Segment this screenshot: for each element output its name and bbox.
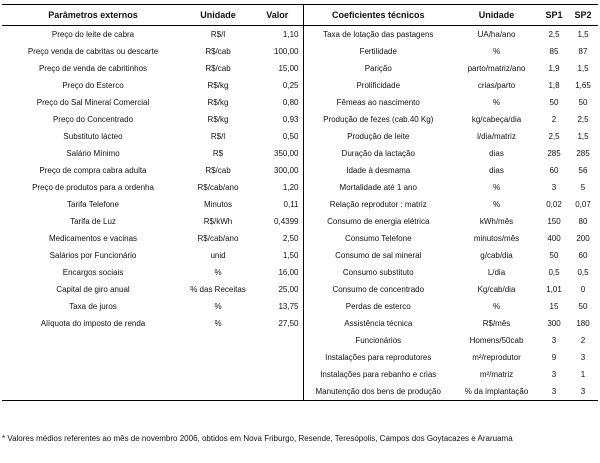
coeficiente-cell: Produção de fezes (cab.40 Kg) bbox=[323, 115, 434, 124]
coeficiente-cell: Produção de leite bbox=[347, 132, 410, 141]
param-cell: Preço do Concentrado bbox=[52, 115, 134, 124]
sp1-cell: 3 bbox=[540, 383, 568, 401]
coeficiente-cell: Fertilidade bbox=[359, 47, 397, 56]
unidade-right-cell: m²/reprodutor bbox=[472, 353, 521, 362]
param-cell: Capital de giro anual bbox=[56, 285, 130, 294]
valor-cell: 1,50 bbox=[252, 247, 303, 264]
valor-cell: 1,10 bbox=[252, 26, 303, 44]
table-row bbox=[2, 349, 598, 366]
sp1-cell: 85 bbox=[549, 47, 559, 56]
param-cell: Taxa de juros bbox=[69, 302, 117, 311]
sp1-cell: 15 bbox=[549, 302, 559, 311]
valor-cell: 25,00 bbox=[252, 281, 303, 298]
param-cell: Preço de compra cabra adulta bbox=[39, 166, 147, 175]
coeficiente-cell: Taxa de lotação das pastagens bbox=[323, 30, 434, 39]
unidade-right-cell: Kg/cab/dia bbox=[477, 285, 516, 294]
unidade-left-cell: Minutos bbox=[203, 200, 232, 209]
unidade-right-cell: g/cab/dia bbox=[480, 251, 513, 260]
coeficiente-cell: Duração da lactação bbox=[341, 149, 415, 158]
unidade-right-cell: % bbox=[492, 183, 501, 192]
sp1-cell: 2,5 bbox=[548, 132, 560, 141]
coeficiente-cell: Parição bbox=[364, 64, 392, 73]
param-cell: Preço venda de cabritas ou descarte bbox=[27, 47, 159, 56]
sp1-cell: 9 bbox=[551, 353, 557, 362]
table-row bbox=[2, 94, 598, 111]
coeficiente-cell: Mortalidade até 1 ano bbox=[339, 183, 417, 192]
valor-cell: 15,00 bbox=[252, 60, 303, 77]
param-cell bbox=[2, 366, 184, 383]
unidade-left-cell: R$ bbox=[212, 149, 224, 158]
unidade-left-cell: % das Receitas bbox=[190, 285, 246, 294]
sp1-cell: 150 bbox=[547, 217, 561, 226]
table-row bbox=[2, 366, 598, 383]
header-sp2: SP2 bbox=[568, 5, 598, 26]
coeficiente-cell: Funcionários bbox=[355, 336, 402, 345]
valor-cell: 0,50 bbox=[252, 128, 303, 145]
param-cell: Salário Mínimo bbox=[66, 149, 120, 158]
coeficiente-cell: Assistência técnica bbox=[344, 319, 413, 328]
unidade-left-cell: % bbox=[214, 302, 222, 311]
unidade-left-cell: % bbox=[214, 268, 222, 277]
param-cell: Preço do Esterco bbox=[62, 81, 124, 90]
valor-cell: 0,25 bbox=[252, 77, 303, 94]
unidade-left-cell bbox=[184, 383, 252, 401]
param-cell: Substituto lácteo bbox=[63, 132, 123, 141]
unidade-left-cell: R$/l bbox=[210, 30, 226, 39]
sp2-cell: 1,65 bbox=[575, 81, 591, 90]
unidade-left-cell: R$/kWh bbox=[203, 217, 233, 226]
table-row bbox=[2, 247, 598, 264]
sp1-cell: 400 bbox=[547, 234, 561, 243]
valor-cell: 300,00 bbox=[252, 162, 303, 179]
unidade-left-cell: R$/kg bbox=[207, 98, 229, 107]
table-header-row bbox=[2, 5, 598, 26]
param-cell: Tarifa de Luz bbox=[70, 217, 116, 226]
valor-cell bbox=[252, 366, 303, 383]
table-row bbox=[2, 43, 598, 60]
unidade-right-cell: parto/matriz/ano bbox=[467, 64, 526, 73]
sp2-cell: 200 bbox=[576, 234, 590, 243]
sp2-cell: 5 bbox=[580, 183, 586, 192]
sp1-cell: 3 bbox=[551, 336, 557, 345]
sp2-cell: 0,07 bbox=[575, 200, 591, 209]
coeficiente-cell: Relação reprodutor : matriz bbox=[329, 200, 427, 209]
unidade-right-cell: % da implantação bbox=[453, 383, 540, 401]
header-sp1: SP1 bbox=[540, 5, 568, 26]
parameters-table bbox=[2, 4, 598, 401]
sp1-cell: 60 bbox=[549, 166, 559, 175]
valor-cell: 13,75 bbox=[252, 298, 303, 315]
unidade-left-cell: unid bbox=[210, 251, 226, 260]
table-row bbox=[2, 298, 598, 315]
unidade-left-cell: R$/kg bbox=[207, 81, 229, 90]
table-row bbox=[2, 213, 598, 230]
unidade-right-cell: L/dia bbox=[487, 268, 506, 277]
coeficiente-cell: Consumo de concentrado bbox=[332, 285, 425, 294]
header-unidade-left: Unidade bbox=[184, 5, 252, 26]
table-row bbox=[2, 315, 598, 332]
unidade-right-cell: UA/ha/ano bbox=[477, 30, 516, 39]
sp2-cell: 2,5 bbox=[577, 115, 589, 124]
sp2-cell: 1 bbox=[580, 370, 586, 379]
header-unidade-right: Unidade bbox=[453, 5, 540, 26]
valor-cell: 0,11 bbox=[252, 196, 303, 213]
unidade-left-cell: R$/cab bbox=[205, 47, 231, 56]
unidade-right-cell: dias bbox=[489, 166, 504, 175]
valor-cell: 0,4399 bbox=[252, 213, 303, 230]
sp2-cell: 56 bbox=[578, 166, 588, 175]
coeficiente-cell: Idade à desmama bbox=[346, 166, 411, 175]
unidade-right-cell: dias bbox=[489, 149, 504, 158]
valor-cell: 0,80 bbox=[252, 94, 303, 111]
coeficiente-cell: Prolificidade bbox=[356, 81, 401, 90]
valor-cell: 16,00 bbox=[252, 264, 303, 281]
unidade-right-cell: m²/matriz bbox=[479, 370, 514, 379]
unidade-left-cell: R$/cab/ano bbox=[197, 234, 239, 243]
unidade-left-cell: % bbox=[214, 319, 222, 328]
sp2-cell: 1,5 bbox=[577, 64, 589, 73]
sp2-cell: 180 bbox=[576, 319, 590, 328]
table-body bbox=[2, 26, 598, 401]
table-row bbox=[2, 179, 598, 196]
sp1-cell: 3 bbox=[551, 370, 557, 379]
table-row bbox=[2, 264, 598, 281]
param-cell: Encargos sociais bbox=[62, 268, 124, 277]
unidade-right-cell: crias/parto bbox=[477, 81, 516, 90]
param-cell: Medicamentos e vacinas bbox=[48, 234, 138, 243]
param-cell: Alíquota do imposto de renda bbox=[40, 319, 146, 328]
coeficiente-cell: Consumo de energia elétrica bbox=[327, 217, 430, 226]
unidade-right-cell: % bbox=[492, 47, 501, 56]
unidade-right-cell: % bbox=[492, 98, 501, 107]
valor-cell bbox=[252, 349, 303, 366]
unidade-right-cell: R$/mês bbox=[482, 319, 511, 328]
table-row bbox=[2, 332, 598, 349]
unidade-left-cell bbox=[184, 349, 252, 366]
param-cell: Salários por Funcionário bbox=[49, 251, 137, 260]
parameters-table-container bbox=[2, 4, 598, 401]
sp1-cell: 1,01 bbox=[546, 285, 562, 294]
sp1-cell: 3 bbox=[551, 183, 557, 192]
sp2-cell: 87 bbox=[578, 47, 588, 56]
header-parametros-externos: Parâmetros externos bbox=[2, 5, 184, 26]
table-row bbox=[2, 60, 598, 77]
param-cell bbox=[2, 349, 184, 366]
sp2-cell: 2 bbox=[580, 336, 586, 345]
coeficiente-cell: Instalações para rebanho e crias bbox=[320, 370, 437, 379]
valor-cell: 2,50 bbox=[252, 230, 303, 247]
param-cell: Tarifa Telefone bbox=[67, 200, 119, 209]
table-row bbox=[2, 111, 598, 128]
coeficiente-cell: Perdas de esterco bbox=[345, 302, 411, 311]
sp2-cell: 0 bbox=[580, 285, 586, 294]
unidade-left-cell: R$/cab bbox=[205, 166, 231, 175]
table-row bbox=[2, 281, 598, 298]
sp2-cell: 60 bbox=[578, 251, 588, 260]
sp2-cell: 50 bbox=[578, 302, 588, 311]
sp2-cell: 1,5 bbox=[577, 30, 589, 39]
unidade-right-cell: % bbox=[492, 302, 501, 311]
param-cell: Preço do Sal Mineral Comercial bbox=[36, 98, 150, 107]
sp2-cell: 285 bbox=[576, 149, 590, 158]
sp1-cell: 2 bbox=[551, 115, 557, 124]
valor-cell: 1,20 bbox=[252, 179, 303, 196]
unidade-right-cell: minutos/mês bbox=[473, 234, 520, 243]
coeficiente-cell: Manutenção dos bens de produção bbox=[303, 383, 453, 401]
valor-cell bbox=[252, 332, 303, 349]
sp1-cell: 50 bbox=[549, 98, 559, 107]
unidade-left-cell: R$/cab/ano bbox=[197, 183, 239, 192]
sp1-cell: 50 bbox=[549, 251, 559, 260]
coeficiente-cell: Fêmeas ao nascimento bbox=[336, 98, 420, 107]
unidade-left-cell: R$/kg bbox=[207, 115, 229, 124]
sp1-cell: 0,02 bbox=[546, 200, 562, 209]
sp2-cell: 3 bbox=[568, 383, 598, 401]
unidade-left-cell: R$/cab bbox=[205, 64, 231, 73]
unidade-left-cell: R$/l bbox=[210, 132, 226, 141]
param-cell: Preço do leite de cabra bbox=[51, 30, 135, 39]
sp1-cell: 2,5 bbox=[548, 30, 560, 39]
unidade-right-cell: % bbox=[492, 200, 501, 209]
unidade-right-cell: kg/cabeça/dia bbox=[471, 115, 522, 124]
unidade-right-cell: kWh/mês bbox=[479, 217, 514, 226]
coeficiente-cell: Consumo Telefone bbox=[344, 234, 412, 243]
header-coeficientes-tecnicos: Coeficientes técnicos bbox=[303, 5, 453, 26]
table-row bbox=[2, 196, 598, 213]
valor-cell: 350,00 bbox=[252, 145, 303, 162]
sp2-cell: 80 bbox=[578, 217, 588, 226]
unidade-right-cell: Homens/50cab bbox=[469, 336, 524, 345]
param-cell: Preço de produtos para a ordenha bbox=[32, 183, 154, 192]
unidade-left-cell bbox=[184, 366, 252, 383]
unidade-left-cell bbox=[184, 332, 252, 349]
table-row bbox=[2, 26, 598, 44]
sp1-cell: 1,9 bbox=[548, 64, 560, 73]
coeficiente-cell: Consumo substituto bbox=[342, 268, 414, 277]
sp1-cell: 0,5 bbox=[548, 268, 560, 277]
table-row bbox=[2, 162, 598, 179]
param-cell bbox=[2, 332, 184, 349]
param-cell: Preço de venda de cabritinhos bbox=[38, 64, 148, 73]
sp2-cell: 1,5 bbox=[577, 132, 589, 141]
sp2-cell: 50 bbox=[578, 98, 588, 107]
table-row bbox=[2, 145, 598, 162]
param-cell bbox=[2, 383, 184, 401]
header-valor: Valor bbox=[252, 5, 303, 26]
sp2-cell: 3 bbox=[580, 353, 586, 362]
sp1-cell: 1,8 bbox=[548, 81, 560, 90]
valor-cell bbox=[252, 383, 303, 401]
sp2-cell: 0,5 bbox=[577, 268, 589, 277]
table-row bbox=[2, 383, 598, 401]
valor-cell: 27,50 bbox=[252, 315, 303, 332]
coeficiente-cell: Consumo de sal mineral bbox=[335, 251, 422, 260]
table-row bbox=[2, 230, 598, 247]
table-row bbox=[2, 77, 598, 94]
footnote: * Valores médios referentes ao mês de novembro 2006, obtidos em Nova Friburgo, Resende, Teresópolis, Campos dos Goytacazes e Araruama bbox=[2, 434, 513, 443]
coeficiente-cell: Instalações para reprodutores bbox=[325, 353, 432, 362]
valor-cell: 100,00 bbox=[252, 43, 303, 60]
sp1-cell: 285 bbox=[547, 149, 561, 158]
unidade-right-cell: l/dia/matriz bbox=[477, 132, 516, 141]
valor-cell: 0,93 bbox=[252, 111, 303, 128]
table-row bbox=[2, 128, 598, 145]
sp1-cell: 300 bbox=[547, 319, 561, 328]
